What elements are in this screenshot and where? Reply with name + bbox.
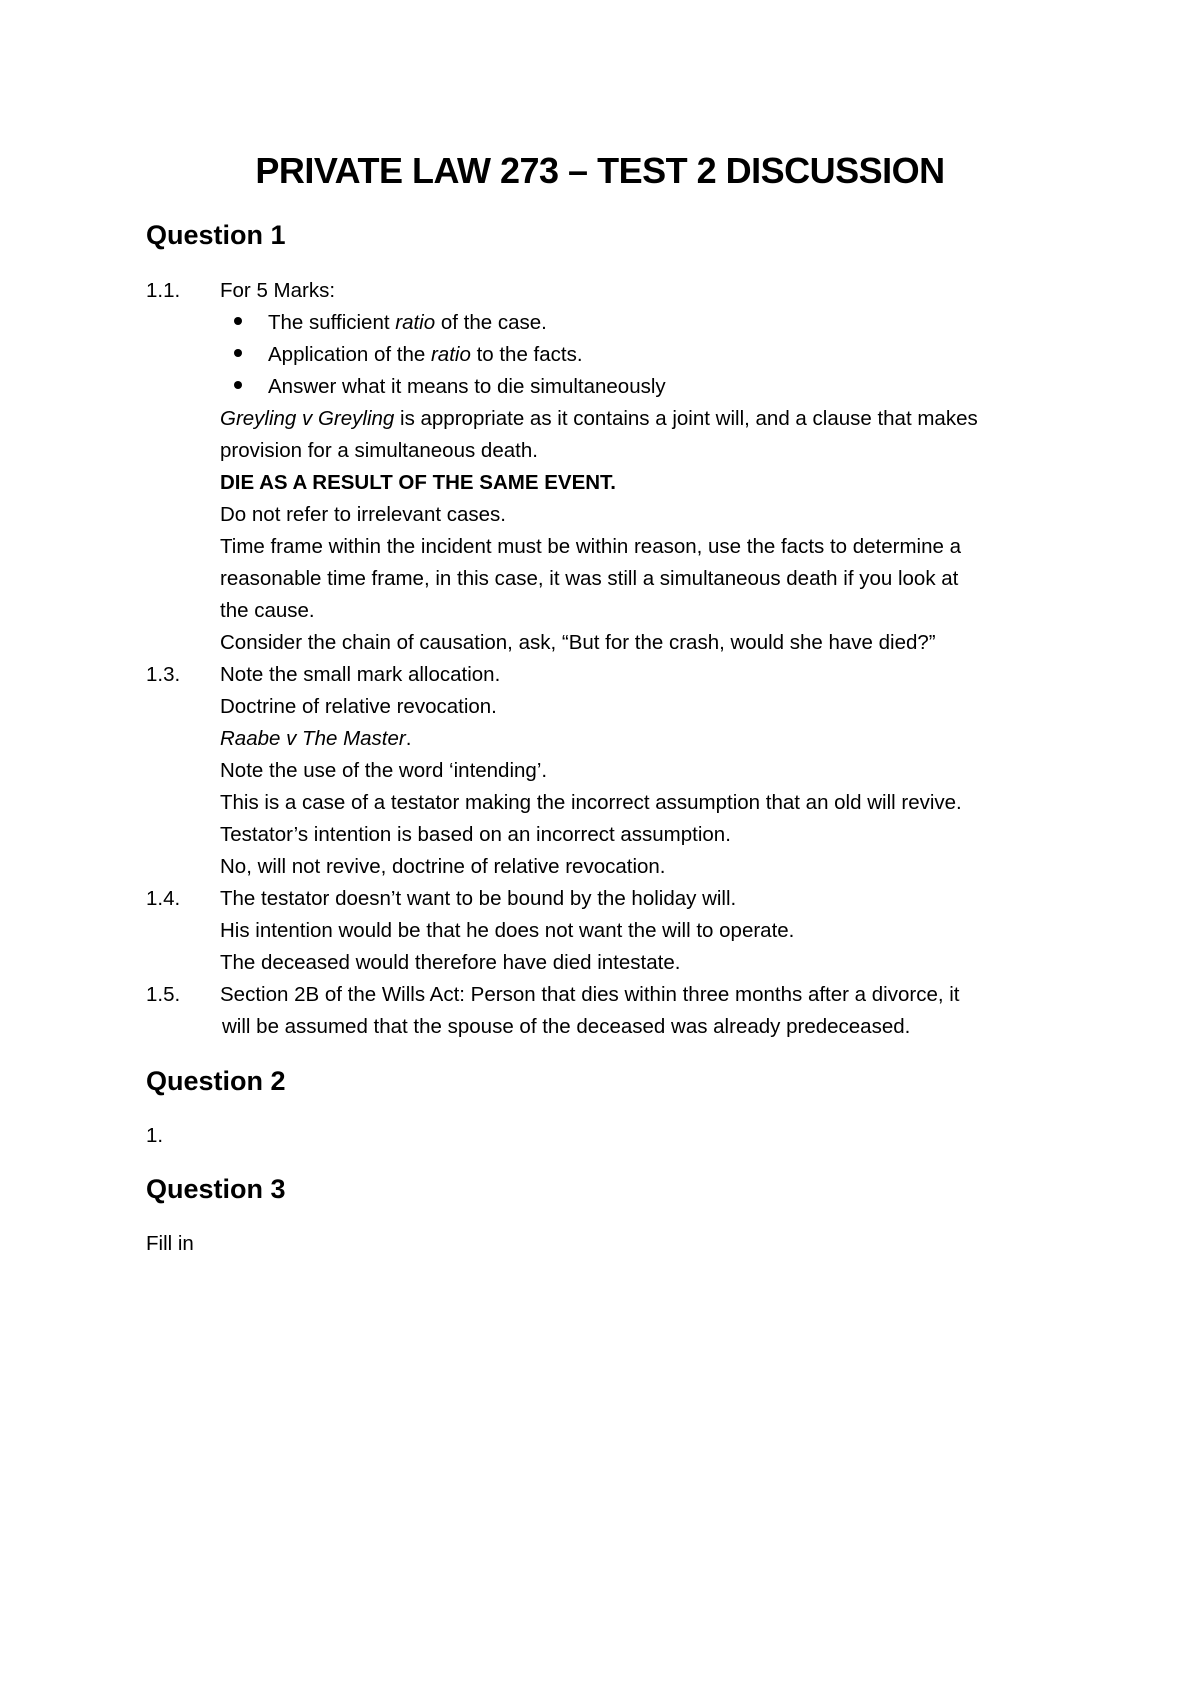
item-number-1-1: 1.1. [146,279,181,302]
bullet-item: Answer what it means to die simultaneously [268,375,666,398]
case-line: Greyling v Greyling is appropriate as it contains a joint will, and a clause that makes [220,407,978,430]
paragraph-line: The testator doesn’t want to be bound by the holiday will. [220,887,737,910]
paragraph-line: His intention would be that he does not want the will to operate. [220,919,795,942]
item-1-1-lead: For 5 Marks: [220,279,336,302]
paragraph-line: the cause. [220,599,315,622]
item-number-1-3: 1.3. [146,663,181,686]
item-number-1-5: 1.5. [146,983,181,1006]
bullet-icon [234,317,242,325]
paragraph-line: Note the small mark allocation. [220,663,501,686]
paragraph-line: Doctrine of relative revocation. [220,695,497,718]
paragraph-line: Time frame within the incident must be within reason, use the facts to determine a [220,535,962,558]
paragraph-line: This is a case of a testator making the incorrect assumption that an old will revive. [220,791,962,814]
bullet-item: Application of the ratio to the facts. [268,343,583,366]
question-1-heading: Question 1 [146,220,286,250]
question-3-heading: Question 3 [146,1174,286,1204]
paragraph-line: Testator’s intention is based on an incorrect assumption. [220,823,731,846]
document-title: PRIVATE LAW 273 – TEST 2 DISCUSSION [255,150,945,191]
bullet-icon [234,349,242,357]
paragraph-line: will be assumed that the spouse of the deceased was already predeceased. [222,1015,911,1038]
case-line: Raabe v The Master. [220,727,412,750]
bullet-item: The sufficient ratio of the case. [268,311,547,334]
emphasis-line: DIE AS A RESULT OF THE SAME EVENT. [220,471,616,494]
paragraph-line: provision for a simultaneous death. [220,439,538,462]
paragraph-line: The deceased would therefore have died intestate. [220,951,681,974]
bullet-icon [234,381,242,389]
question-3-text: Fill in [146,1232,194,1255]
question-2-item: 1. [146,1124,164,1147]
paragraph-line: Note the use of the word ‘intending’. [220,759,548,782]
paragraph-line: Section 2B of the Wills Act: Person that dies within three months after a divorce, it [220,983,960,1006]
paragraph-line: reasonable time frame, in this case, it was still a simultaneous death if you look at [220,567,959,590]
paragraph-line: No, will not revive, doctrine of relative revocation. [220,855,666,878]
paragraph-line: Do not refer to irrelevant cases. [220,503,506,526]
question-2-heading: Question 2 [146,1066,286,1096]
paragraph-line: Consider the chain of causation, ask, “But for the crash, would she have died?” [220,631,936,654]
item-number-1-4: 1.4. [146,887,181,910]
